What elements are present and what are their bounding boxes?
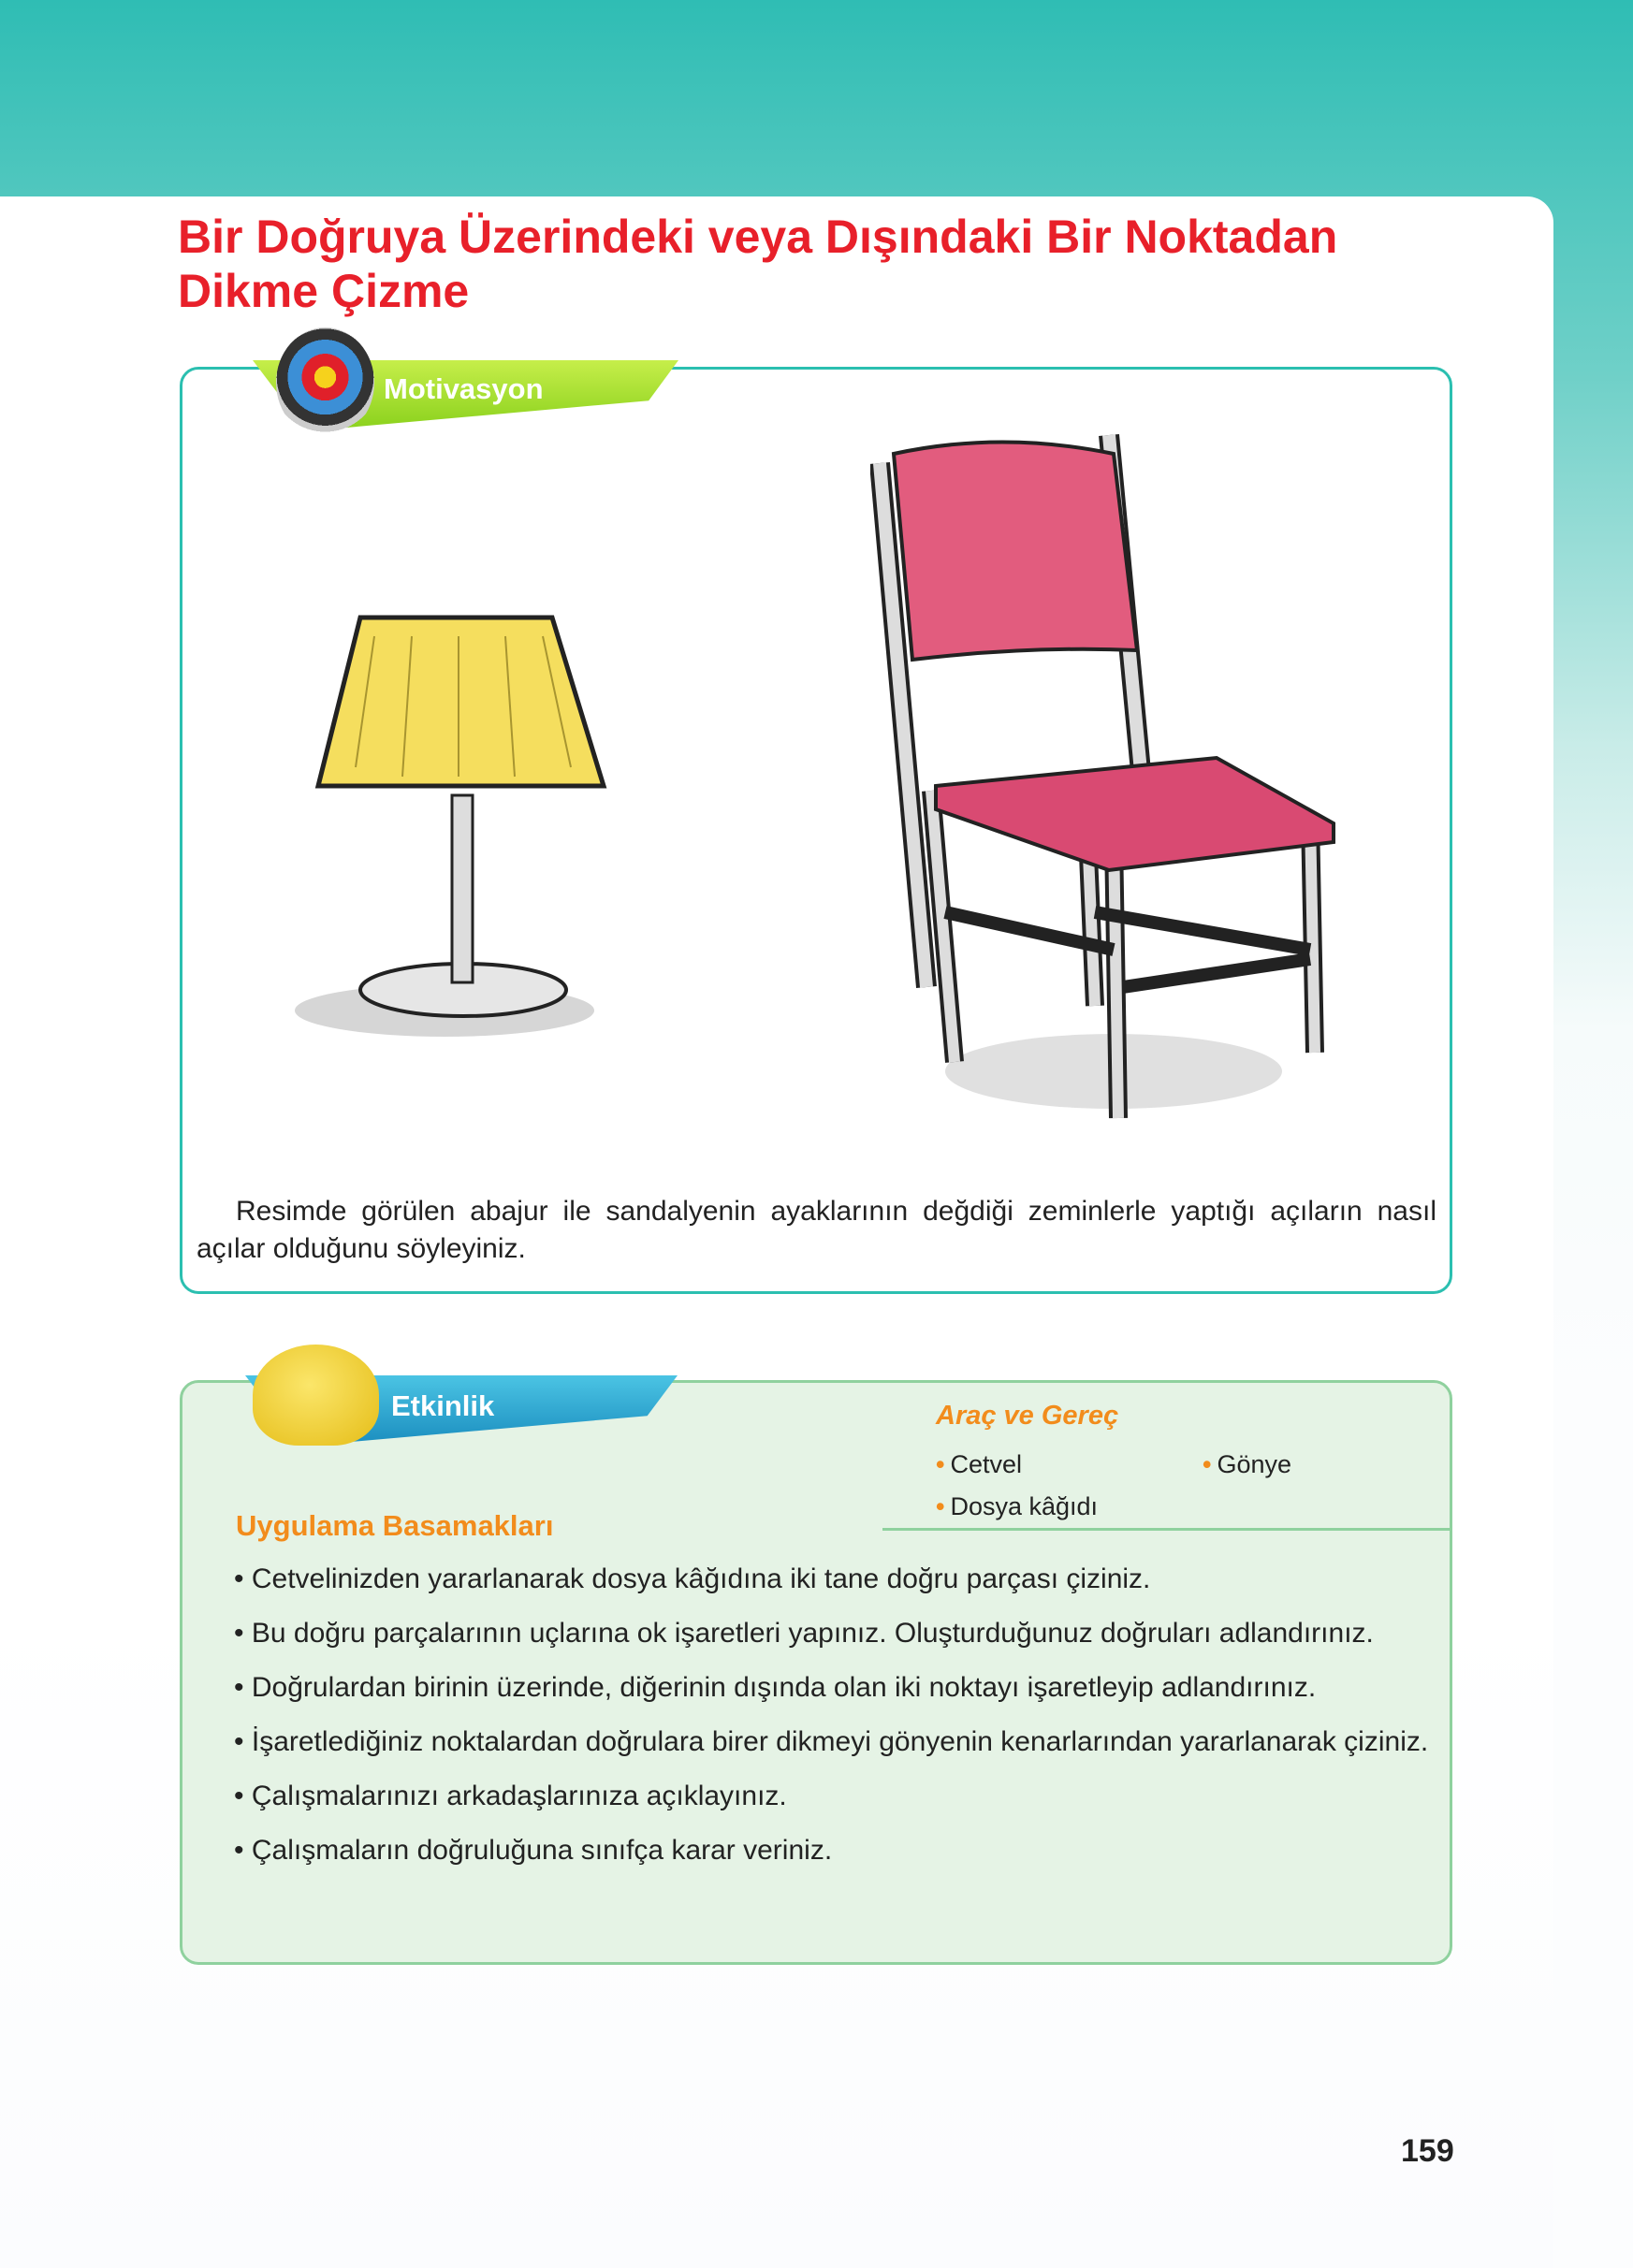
- page-number: 159: [1401, 2133, 1454, 2169]
- target-icon: [276, 327, 374, 438]
- step-item: • Çalışmalarınızı arkadaşlarınıza açıklayınız.: [234, 1781, 787, 1811]
- divider: [882, 1528, 1452, 1531]
- step-item: • Çalışmaların doğruluğuna sınıfça karar veriniz.: [234, 1835, 833, 1866]
- tool-item: • Gönye: [1203, 1450, 1292, 1478]
- step-item: • Cetvelinizden yararlanarak dosya kâğıdına iki tane doğru parçası çiziniz.: [234, 1563, 1151, 1594]
- tool-item: • Dosya kâğıdı: [936, 1492, 1099, 1520]
- step-item: • Doğrulardan birinin üzerinde, diğerinin dışında olan iki noktayı işaretleyip adlandırınız.: [234, 1672, 1317, 1703]
- tool-item: • Cetvel: [936, 1450, 1022, 1478]
- page-title: Bir Doğruya Üzerindeki veya Dışındaki Bir Noktadan Dikme Çizme: [178, 211, 1338, 317]
- lamp-illustration: [281, 599, 618, 1048]
- tools-heading: Araç ve Gereç: [936, 1401, 1119, 1431]
- step-item: • Bu doğru parçalarının uçlarına ok işaretleri yapınız. Oluşturduğunuz doğruları adlandırınız.: [234, 1618, 1374, 1649]
- step-item: • İşaretlediğiniz noktalardan doğrulara birer dikmeyi gönyenin kenarlarından yararlanarak çiziniz.: [234, 1726, 1429, 1757]
- motivation-label: Motivasyon: [384, 372, 544, 405]
- steps-heading: Uygulama Basamakları: [236, 1509, 554, 1542]
- activity-label: Etkinlik: [391, 1389, 495, 1422]
- motivation-text: Resimde görülen abajur ile sandalyenin ayaklarının değdiği zeminlerle yaptığı açıların nasıl açılar olduğunu söyleyiniz.: [197, 1196, 1436, 1264]
- hard-hat-icon: [253, 1345, 379, 1446]
- chair-illustration: [870, 426, 1348, 1127]
- steps-list: [197, 1561, 1436, 1886]
